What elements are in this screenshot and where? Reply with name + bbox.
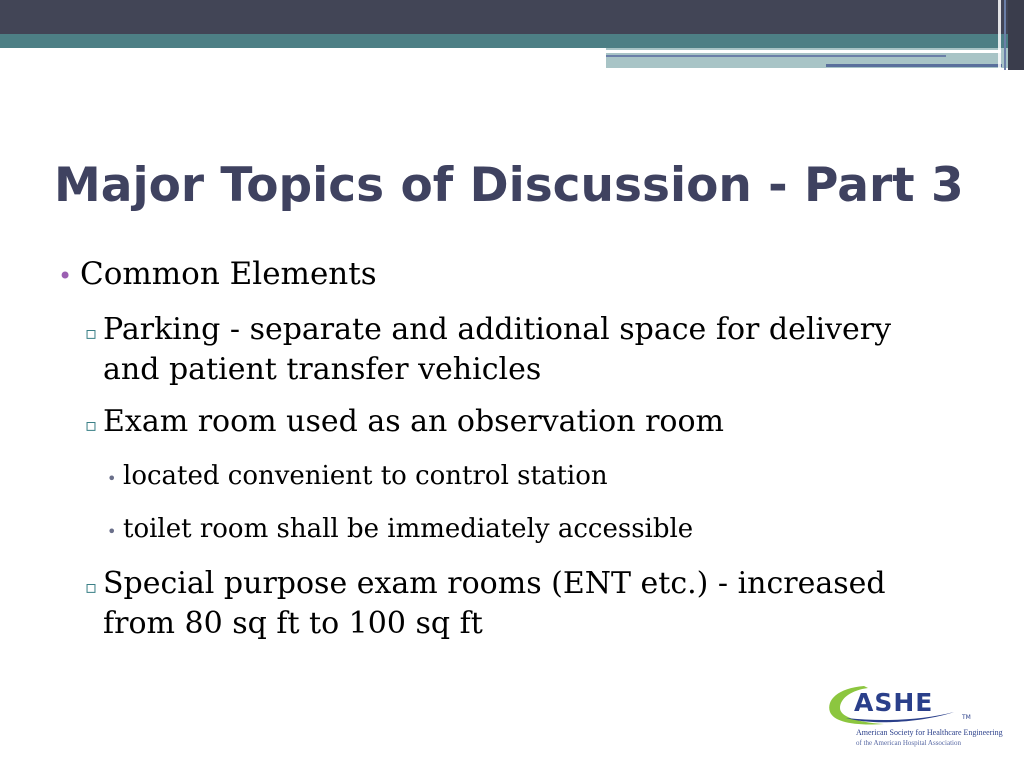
bullet-marker: ▫ bbox=[85, 323, 98, 344]
header-vertical-stripe bbox=[1008, 0, 1024, 70]
slide-title: Major Topics of Discussion - Part 3 bbox=[54, 158, 964, 213]
bullet-item bbox=[107, 511, 938, 550]
header-accent-line bbox=[606, 55, 946, 57]
bullet-item bbox=[85, 564, 938, 644]
header-accent-line bbox=[826, 64, 1002, 67]
header-dark-bar bbox=[0, 0, 1024, 34]
bullet-item bbox=[85, 310, 938, 390]
bullet-text: Parking - separate and additional space for delivery and patient transfer vehicles bbox=[103, 312, 892, 387]
bullet-text: Exam room used as an observation room bbox=[103, 404, 724, 439]
logo-subtitle: American Society for Healthcare Engineering bbox=[856, 728, 1003, 737]
bullet-marker: • bbox=[107, 522, 117, 541]
logo-subtitle-secondary: of the American Hospital Association bbox=[856, 739, 961, 747]
bullet-marker: ▫ bbox=[85, 415, 98, 436]
bullet-text: Special purpose exam rooms (ENT etc.) - increased from 80 sq ft to 100 sq ft bbox=[103, 566, 886, 641]
ashe-logo bbox=[824, 680, 1003, 752]
bullet-marker: ▫ bbox=[85, 577, 98, 598]
bullet-list bbox=[58, 254, 938, 656]
logo-name: ASHE bbox=[854, 688, 934, 717]
bullet-item bbox=[107, 458, 938, 497]
bullet-item bbox=[85, 402, 938, 446]
bullet-text: Common Elements bbox=[80, 256, 377, 292]
header-accent-line bbox=[606, 50, 1001, 53]
bullet-marker: • bbox=[58, 262, 73, 290]
bullet-text: located convenient to control station bbox=[123, 461, 608, 491]
bullet-marker: • bbox=[107, 469, 117, 488]
header-vertical-stripe bbox=[1004, 0, 1006, 70]
header-vertical-stripe bbox=[998, 0, 1001, 70]
bullet-text: toilet room shall be immediately accessible bbox=[123, 514, 694, 544]
header-teal-bar bbox=[0, 34, 1024, 48]
bullet-item bbox=[58, 254, 938, 296]
logo-trademark: TM bbox=[962, 714, 971, 721]
